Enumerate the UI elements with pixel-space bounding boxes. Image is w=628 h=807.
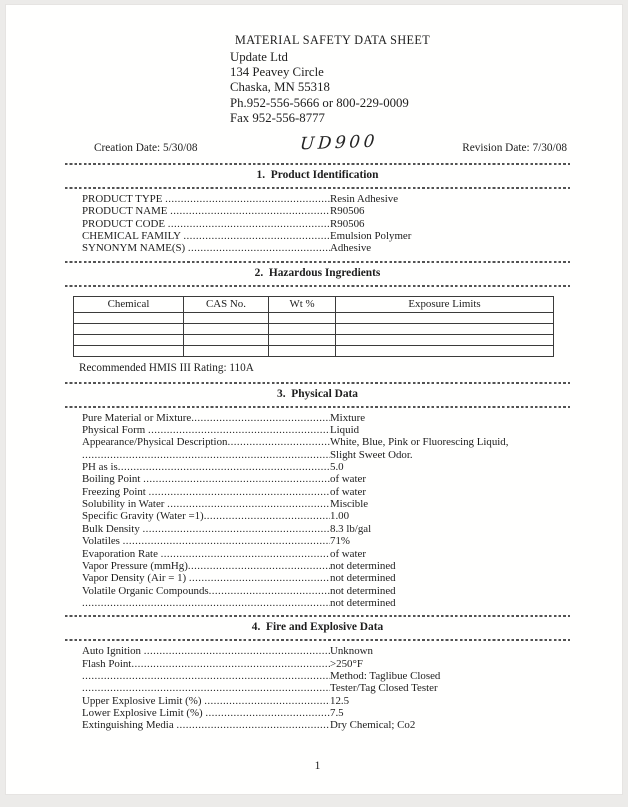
table-cell bbox=[74, 345, 184, 356]
field-value: Emulsion Polymer bbox=[330, 230, 412, 243]
field-label-leader bbox=[82, 486, 330, 498]
field-label-leader bbox=[82, 193, 330, 205]
field-label: Appearance/Physical Description bbox=[82, 436, 228, 449]
table-header-cell: Chemical bbox=[74, 296, 184, 312]
dot-leader bbox=[82, 449, 330, 461]
dot-leader bbox=[204, 695, 330, 707]
hmis-rating-note: Recommended HMIS III Rating: 110A bbox=[79, 361, 254, 374]
field-row bbox=[65, 707, 570, 719]
revision-date: Revision Date: 7/30/08 bbox=[462, 142, 567, 155]
field-label-leader bbox=[82, 597, 330, 609]
field-row bbox=[65, 597, 570, 609]
dot-leader bbox=[183, 230, 330, 242]
field-row bbox=[65, 449, 570, 461]
dot-leader bbox=[209, 585, 330, 597]
company-name: Update Ltd bbox=[230, 50, 288, 64]
field-label-leader bbox=[82, 473, 330, 485]
table-cell bbox=[74, 312, 184, 323]
table-cell bbox=[74, 323, 184, 334]
hazardous-ingredients-table bbox=[73, 296, 554, 357]
field-value: 1.00 bbox=[330, 510, 350, 523]
dot-leader bbox=[123, 535, 330, 547]
field-row bbox=[65, 645, 570, 657]
section-title: 4. Fire and Explosive Data bbox=[251, 621, 384, 634]
field-label: Auto Ignition bbox=[82, 645, 144, 658]
dot-leader bbox=[167, 498, 330, 510]
field-label: PRODUCT TYPE bbox=[82, 193, 166, 206]
dot-leader bbox=[188, 560, 330, 572]
dot-leader bbox=[170, 205, 330, 217]
field-value: of water bbox=[330, 473, 366, 486]
field-label: Pure Material or Mixture bbox=[82, 411, 192, 424]
table-row bbox=[74, 334, 554, 345]
field-label: Flash Point bbox=[82, 657, 132, 670]
field-label-leader bbox=[82, 230, 330, 242]
field-value: >250°F bbox=[330, 657, 363, 670]
field-row bbox=[65, 412, 570, 424]
field-label: Freezing Point bbox=[82, 485, 149, 498]
table-cell bbox=[336, 312, 554, 323]
field-list bbox=[65, 410, 570, 614]
table-row bbox=[74, 345, 554, 356]
field-value: Dry Chemical; Co2 bbox=[330, 719, 416, 732]
field-value: not determined bbox=[330, 596, 396, 609]
field-value: not determined bbox=[330, 584, 396, 597]
dashed-divider bbox=[65, 615, 570, 617]
field-row bbox=[65, 548, 570, 560]
field-value: White, Blue, Pink or Fluorescing Liquid, bbox=[330, 436, 509, 449]
field-row bbox=[65, 658, 570, 670]
field-row bbox=[65, 670, 570, 682]
section-title: 3. Physical Data bbox=[277, 387, 358, 400]
table-header-row bbox=[74, 296, 554, 312]
field-label: Boiling Point bbox=[82, 473, 144, 486]
field-label-leader bbox=[82, 412, 330, 424]
dot-leader bbox=[161, 548, 330, 560]
field-label-leader bbox=[82, 218, 330, 230]
field-label: Specific Gravity (Water =1) bbox=[82, 510, 204, 523]
field-label: Upper Explosive Limit (%) bbox=[82, 694, 205, 707]
field-row bbox=[65, 498, 570, 510]
field-value: Slight Sweet Odor. bbox=[330, 448, 413, 461]
field-row bbox=[65, 424, 570, 436]
field-label: Extinguishing Media bbox=[82, 719, 177, 732]
field-label: Vapor Density (Air = 1) bbox=[82, 572, 189, 585]
field-value: Unknown bbox=[330, 645, 373, 658]
field-value: 71% bbox=[330, 535, 350, 548]
field-label-leader bbox=[82, 242, 330, 254]
page-number: 1 bbox=[314, 759, 321, 772]
dot-leader bbox=[191, 412, 330, 424]
field-label-leader bbox=[82, 645, 330, 657]
dot-leader bbox=[189, 572, 330, 584]
dot-leader bbox=[131, 658, 330, 670]
field-label-leader bbox=[82, 523, 330, 535]
field-label-leader bbox=[82, 205, 330, 217]
field-label-leader bbox=[82, 572, 330, 584]
field-label-leader bbox=[82, 535, 330, 547]
field-label-leader bbox=[82, 548, 330, 560]
field-value: Resin Adhesive bbox=[330, 193, 399, 206]
field-row bbox=[65, 242, 570, 254]
field-label: Volatiles bbox=[82, 535, 123, 548]
field-value: Liquid bbox=[330, 424, 360, 437]
field-value: 8.3 lb/gal bbox=[330, 522, 372, 535]
dot-leader bbox=[82, 597, 330, 609]
document-title: MATERIAL SAFETY DATA SHEET bbox=[235, 33, 431, 47]
field-label-leader bbox=[82, 560, 330, 572]
field-value: Method: Taglibue Closed bbox=[330, 669, 441, 682]
field-row bbox=[65, 695, 570, 707]
dot-leader bbox=[149, 486, 330, 498]
field-value: Adhesive bbox=[330, 242, 372, 255]
field-label: Bulk Density bbox=[82, 522, 143, 535]
table-cell bbox=[269, 345, 336, 356]
document-page bbox=[6, 5, 622, 794]
field-label-leader bbox=[82, 436, 330, 448]
company-fax: Fax 952-556-8777 bbox=[230, 110, 325, 125]
dot-leader bbox=[227, 436, 330, 448]
field-label-leader bbox=[82, 682, 330, 694]
field-value: Mixture bbox=[330, 411, 366, 424]
table-row bbox=[74, 323, 554, 334]
field-row bbox=[65, 218, 570, 230]
field-value: of water bbox=[330, 485, 366, 498]
table-header-cell: Wt % bbox=[269, 296, 336, 312]
dashed-divider bbox=[65, 382, 570, 384]
dot-leader bbox=[82, 670, 330, 682]
field-row bbox=[65, 193, 570, 205]
table-cell bbox=[74, 334, 184, 345]
table-cell bbox=[184, 312, 269, 323]
table-header-cell: CAS No. bbox=[184, 296, 269, 312]
table-cell bbox=[184, 345, 269, 356]
company-phone: Ph.952-556-5666 or 800-229-0009 bbox=[230, 95, 409, 110]
field-value: Tester/Tag Closed Tester bbox=[330, 682, 438, 695]
field-label-leader bbox=[82, 707, 330, 719]
field-row bbox=[65, 560, 570, 572]
table-header-cell: Exposure Limits bbox=[336, 296, 554, 312]
field-value: Miscible bbox=[330, 498, 369, 511]
field-label: Volatile Organic Compounds bbox=[82, 584, 209, 597]
dot-leader bbox=[205, 707, 330, 719]
dates-row bbox=[65, 131, 570, 161]
dot-leader bbox=[118, 461, 330, 473]
company-address-block bbox=[230, 50, 570, 126]
field-label-leader bbox=[82, 498, 330, 510]
dashed-divider bbox=[65, 261, 570, 263]
company-street: 134 Peavey Circle bbox=[230, 65, 324, 80]
field-label: SYNONYM NAME(S) bbox=[82, 242, 188, 255]
table-cell bbox=[269, 334, 336, 345]
field-row bbox=[65, 719, 570, 731]
field-row bbox=[65, 461, 570, 473]
field-value: not determined bbox=[330, 559, 396, 572]
field-list bbox=[65, 643, 570, 735]
field-value: R90506 bbox=[330, 205, 365, 218]
dot-leader bbox=[176, 719, 330, 731]
field-row bbox=[65, 473, 570, 485]
field-label-leader bbox=[82, 695, 330, 707]
field-label: CHEMICAL FAMILY bbox=[82, 230, 184, 243]
section-title: 2. Hazardous Ingredients bbox=[254, 266, 381, 279]
field-row bbox=[65, 436, 570, 448]
field-row bbox=[65, 205, 570, 217]
field-row bbox=[65, 572, 570, 584]
field-row bbox=[65, 230, 570, 242]
field-label: PRODUCT CODE bbox=[82, 217, 168, 230]
table-cell bbox=[184, 334, 269, 345]
field-row bbox=[65, 585, 570, 597]
field-label-leader bbox=[82, 424, 330, 436]
dashed-divider bbox=[65, 406, 570, 408]
dot-leader bbox=[144, 645, 330, 657]
field-label-leader bbox=[82, 510, 330, 522]
dot-leader bbox=[165, 193, 330, 205]
company-city: Chaska, MN 55318 bbox=[230, 80, 330, 95]
table-row bbox=[74, 312, 554, 323]
field-label-leader bbox=[82, 585, 330, 597]
dashed-divider bbox=[65, 285, 570, 287]
dot-leader bbox=[168, 218, 330, 230]
field-label-leader bbox=[82, 449, 330, 461]
field-value: 5.0 bbox=[330, 461, 344, 474]
field-label-leader bbox=[82, 719, 330, 731]
field-row bbox=[65, 682, 570, 694]
table-cell bbox=[336, 334, 554, 345]
handwritten-note: UD900 bbox=[299, 131, 379, 155]
section-title: 1. Product Identification bbox=[256, 169, 379, 182]
sections-container bbox=[65, 163, 570, 736]
dot-leader bbox=[143, 523, 330, 535]
dashed-divider bbox=[65, 163, 570, 165]
document-content bbox=[6, 5, 622, 772]
field-label: Solubility in Water bbox=[82, 498, 168, 511]
field-row bbox=[65, 535, 570, 547]
field-value: not determined bbox=[330, 572, 396, 585]
creation-date: Creation Date: 5/30/08 bbox=[94, 142, 198, 155]
dot-leader bbox=[188, 242, 330, 254]
field-label: Evaporation Rate bbox=[82, 547, 161, 560]
field-value: of water bbox=[330, 547, 366, 560]
field-row bbox=[65, 523, 570, 535]
field-list bbox=[65, 191, 570, 259]
field-label: Vapor Pressure (mmHg) bbox=[82, 559, 188, 572]
table-cell bbox=[336, 323, 554, 334]
field-row bbox=[65, 486, 570, 498]
field-label: PH as is bbox=[82, 461, 118, 474]
table-cell bbox=[269, 323, 336, 334]
field-label-leader bbox=[82, 461, 330, 473]
dot-leader bbox=[82, 682, 330, 694]
dot-leader bbox=[148, 424, 330, 436]
field-label: Physical Form bbox=[82, 424, 148, 437]
table-cell bbox=[184, 323, 269, 334]
field-label: Lower Explosive Limit (%) bbox=[82, 706, 206, 719]
dot-leader bbox=[143, 473, 330, 485]
dashed-divider bbox=[65, 639, 570, 641]
field-label-leader bbox=[82, 670, 330, 682]
dashed-divider bbox=[65, 187, 570, 189]
table-cell bbox=[269, 312, 336, 323]
field-label-leader bbox=[82, 658, 330, 670]
dot-leader bbox=[204, 510, 330, 522]
field-value: R90506 bbox=[330, 217, 365, 230]
field-value: 12.5 bbox=[330, 694, 350, 707]
table-cell bbox=[336, 345, 554, 356]
field-row bbox=[65, 510, 570, 522]
field-label: PRODUCT NAME bbox=[82, 205, 171, 218]
field-value: 7.5 bbox=[330, 706, 344, 719]
